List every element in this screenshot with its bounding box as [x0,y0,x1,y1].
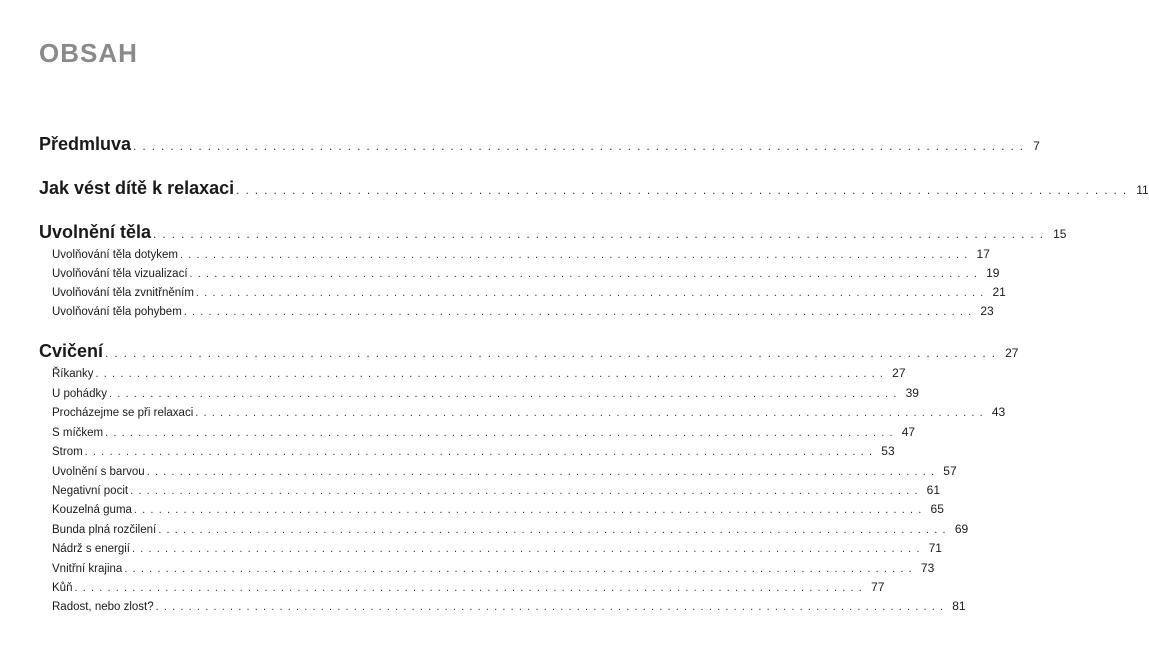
toc-entry-row[interactable] [0,386,919,400]
page-title: OBSAH [39,38,138,68]
toc-entry-title: Uvolňování těla dotykem [52,249,178,261]
toc-dot-leader: ................................................................................................ [124,563,917,575]
toc-dot-leader: ................................................................................................ [74,582,868,594]
toc-entry-row[interactable] [0,599,966,613]
toc-entry-row[interactable] [0,405,1006,419]
toc-entry-row[interactable] [0,266,1000,280]
toc-entry-title: Bunda plná rozčilení [52,524,157,536]
toc-entry-row[interactable] [0,580,885,594]
toc-entry-title: Nádrž s energií [52,543,130,555]
toc-entry-title: Uvolňování těla zvnitřněním [52,287,194,299]
toc-dot-leader: ................................................................................................ [195,407,988,419]
toc-page-number: 19 [986,266,1000,280]
toc-dot-leader: ................................................................................................ [236,183,1133,197]
toc-chapter-row[interactable] [0,341,1019,362]
toc-chapter-title: Cvičení [39,341,104,361]
toc-entry-title: U pohádky [52,388,107,400]
toc-entry-title: Procházejme se při relaxaci [52,407,194,419]
toc-entry-row[interactable] [0,483,941,497]
toc-page-number: 27 [1005,346,1019,360]
toc-chapter-title: Jak vést dítě k relaxaci [39,178,235,198]
toc-entry-title: Vnitřní krajina [52,563,123,575]
toc-entry-row[interactable] [0,522,969,536]
toc-dot-leader: ................................................................................................ [179,249,973,261]
toc-page-number: 27 [892,366,906,380]
toc-page-number: 61 [926,483,941,497]
toc-page-number: 11 [1136,183,1149,197]
toc-page-number: 71 [928,541,942,555]
toc-entry-row[interactable] [0,541,942,555]
toc-entry-title: Uvolňování těla vizualizací [52,268,188,280]
toc-dot-leader: ................................................................................................ [195,287,989,299]
toc-entry-row[interactable] [0,247,990,261]
toc-dot-leader: ................................................................................................ [95,368,889,380]
toc-entry-row[interactable] [0,444,895,458]
toc-dot-leader: ................................................................................................ [146,466,940,478]
toc-page-number: 69 [954,522,969,536]
toc-page-number: 65 [930,502,944,516]
toc-chapter-row[interactable] [0,178,1149,199]
toc-page-number: 81 [952,599,966,613]
toc-dot-leader: ................................................................................................ [153,227,1050,241]
toc-page-number: 21 [992,285,1006,299]
toc-page-number: 39 [905,386,919,400]
toc-page-number: 57 [943,464,957,478]
toc-entry-title: Říkanky [52,368,94,380]
toc-dot-leader: ................................................................................................ [133,139,1030,153]
toc-dot-leader: ................................................................................................ [189,268,983,280]
toc-entry-title: Kůň [52,582,73,594]
toc-entry-title: Kouzelná guma [52,504,132,516]
toc-page-number: 43 [991,405,1006,419]
toc-chapter-row[interactable] [0,134,1040,155]
toc-dot-leader: ................................................................................................ [158,524,951,536]
toc-entry-title: Uvolňování těla pohybem [52,306,182,318]
toc-entry-row[interactable] [0,464,957,478]
toc-dot-leader: ................................................................................................ [155,601,949,613]
toc-page-number: 53 [881,444,895,458]
toc-entry-title: Negativní pocit [52,485,129,497]
toc-page-number: 7 [1033,139,1040,153]
toc-dot-leader: ................................................................................................ [133,504,927,516]
toc-entry-title: Uvolnění s barvou [52,466,145,478]
toc-dot-leader: ................................................................................................ [105,346,1002,360]
toc-entry-title: Radost, nebo zlost? [52,601,154,613]
toc-dot-leader: ................................................................................................ [130,485,923,497]
toc-entry-row[interactable] [0,502,944,516]
toc-page-number: 47 [901,425,916,439]
toc-page-number: 15 [1053,227,1067,241]
toc-page-number: 23 [980,304,994,318]
toc-dot-leader: ................................................................................................ [105,427,898,439]
toc-page-number: 77 [871,580,885,594]
toc-entry-title: S míčkem [52,427,104,439]
toc-entry-row[interactable] [0,366,906,380]
toc-dot-leader: ................................................................................................ [84,446,878,458]
toc-entry-row[interactable] [0,425,916,439]
toc-chapter-row[interactable] [0,222,1067,243]
toc-entry-row[interactable] [0,561,935,575]
toc-chapter-title: Předmluva [39,134,132,154]
toc-dot-leader: ................................................................................................ [183,306,977,318]
toc-entry-row[interactable] [0,304,994,318]
toc-chapter-title: Uvolnění těla [39,222,152,242]
toc-entry-title: Strom [52,446,83,458]
toc-dot-leader: ................................................................................................ [131,543,925,555]
toc-entry-row[interactable] [0,285,1006,299]
toc-page-number: 17 [976,247,990,261]
toc-dot-leader: ................................................................................................ [108,388,902,400]
toc-page-number: 73 [920,561,935,575]
